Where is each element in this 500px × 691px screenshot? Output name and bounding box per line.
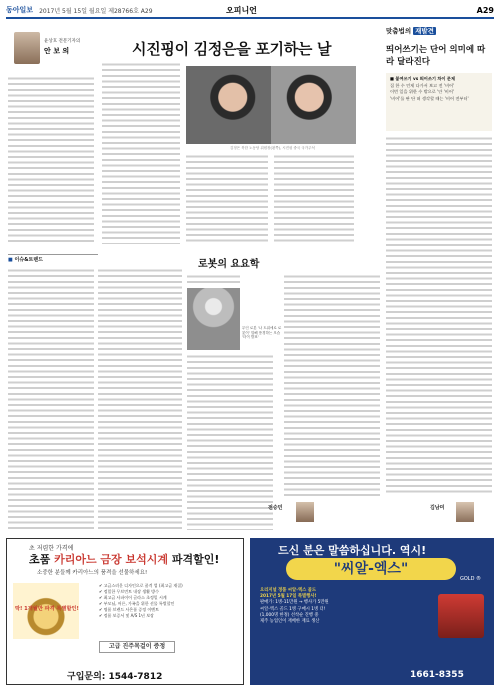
- ad-left-item: ✔ 정밀한 무브먼트 내장 생활 방수: [99, 589, 159, 594]
- ad-right-phone: 1661-8355: [410, 670, 464, 680]
- ad-left-title-a: 초품: [29, 553, 55, 566]
- lower-col-4: [284, 274, 380, 498]
- leader-photo-right: [271, 66, 356, 144]
- ad-left-title: [29, 551, 219, 567]
- robot-photo: [187, 288, 240, 350]
- page-number: A29: [476, 5, 494, 15]
- section-title: 오피니언: [226, 5, 257, 15]
- right-box-line: ■ 붙여쓰기 vs 띄어쓰기 차이 문제: [390, 76, 456, 81]
- right-author-box: [404, 502, 492, 524]
- ad-left-item: ✔ 명품 브랜드 사은품 증정 이벤트: [99, 607, 159, 612]
- page-header: [6, 4, 494, 16]
- right-box-line: 집 한 수 언제 다가서 보고 전 '비어': [390, 82, 455, 88]
- ad-left-title-c: 파격할인!: [168, 553, 220, 566]
- supplement-advertisement: [250, 538, 494, 685]
- ad-left-item: ✔ 최고급 사파이어 글라스 초정밀 시계: [99, 595, 167, 600]
- lower-col-1: [8, 268, 94, 530]
- ad-left-title-b: 카리아느 금장 보석시계: [54, 553, 169, 566]
- columnist-name: 안 보 의: [44, 47, 70, 55]
- photo-caption: 김정은 북한 노동당 위원장(왼쪽), 시진핑 중국 국가주석: [230, 146, 315, 150]
- ad-right-top: 드신 분은 말씀하십니다. 역시!: [278, 544, 427, 557]
- ad-left-item: ✔ 고급스러운 디자인으로 품격 업 (최고급 재질): [99, 583, 183, 588]
- ad-left-list: [99, 583, 239, 619]
- label-text: 맞춤법의: [386, 27, 412, 35]
- issue-trend-label: [8, 254, 98, 264]
- square-bullet-icon: ■: [8, 257, 15, 263]
- robot-caption: 무인 로봇 '나 트위에로 로봇이' 말해 풍경하는 모습 '더이 발표': [242, 326, 282, 340]
- ad-left-gift-box: 고급 진주목걸이 증정: [99, 641, 175, 653]
- header-rule: [6, 17, 494, 19]
- ad-right-item: 오리지널 정품 씨알-엑스 골드: [260, 588, 317, 593]
- ad-left-item: ✔ 부모님, 어른, 가족을 위한 선물 특별할인: [99, 601, 175, 606]
- mid-author-name: 전승민: [268, 505, 283, 511]
- ad-right-item: 판매가: 1병-11만원 → 행사가 5만원: [260, 600, 329, 606]
- ad-left-special: 딱! 1개월만 파격 특별할인!: [15, 606, 79, 612]
- robot-headline: 로봇의 요요학: [198, 259, 260, 270]
- right-box-line: '비어'를 판 단 떠 생각할 때는 '비어 전부터': [390, 95, 469, 101]
- newspaper-logo: 동아일보: [6, 6, 34, 14]
- main-headline: 시진핑이 김정은을 포기하는 날: [132, 40, 332, 58]
- ad-right-banner: "씨알-엑스": [286, 558, 456, 580]
- ad-right-item: 2017년 5월 17일 특별행사!: [260, 594, 317, 600]
- leaders-photo: [186, 66, 356, 144]
- ad-left-pre: 초 저렴한 가격에: [29, 545, 74, 552]
- robot-intro-text: [187, 274, 240, 286]
- ad-left-item: ✔ 정품 보증서 및 A/S 1년 보장: [99, 613, 154, 618]
- right-column-title: 띄어쓰기는 단어 의미에 따라 달라진다: [386, 45, 486, 67]
- column-4-text: [274, 154, 354, 244]
- issue-info: 2017년 5월 15일 월요일 제28766호 A29: [39, 7, 153, 15]
- product-box-image: [438, 594, 484, 638]
- left-column-text: [8, 76, 94, 244]
- watch-advertisement: [6, 538, 244, 685]
- ad-right-tag: GOLD ®: [460, 576, 482, 582]
- ad-right-item: 제주 농업인이 재배한 재료 생산: [260, 619, 320, 625]
- lower-col-2: [98, 268, 182, 530]
- label-tag: 재발견: [415, 27, 434, 35]
- issue-trend-text: 이슈&트렌드: [14, 257, 43, 263]
- right-column-text: [386, 136, 492, 496]
- column-2-text: [102, 62, 180, 244]
- ad-right-item: 씨알-엑스 골드 1병 구매시 1병 더!: [260, 606, 326, 612]
- ad-right-list: [260, 588, 420, 625]
- columnist-box: [8, 26, 88, 72]
- right-author-name: 김남미: [430, 505, 445, 511]
- right-box-line: 이번 일을 위한 수 밖으로 '안 '비어': [390, 89, 455, 95]
- mid-author-photo: [296, 502, 314, 522]
- mid-author-box: [252, 502, 332, 524]
- right-author-photo: [456, 502, 474, 522]
- right-column-label: [386, 26, 436, 35]
- ad-left-phone: 구입문의: 1544-7812: [67, 672, 163, 682]
- columnist-photo: [14, 32, 40, 64]
- column-3-text: [186, 154, 268, 244]
- columnist-role: 윤상호 전문기자의: [44, 39, 81, 44]
- leader-photo-left: [186, 66, 271, 144]
- right-column-box: [386, 73, 492, 131]
- ad-left-sub: 소중한 분들께 카리아느의 품격을 선물하세요!: [37, 570, 148, 576]
- ad-right-item: (1,000명 한정) 선착순 진행 중: [260, 612, 319, 618]
